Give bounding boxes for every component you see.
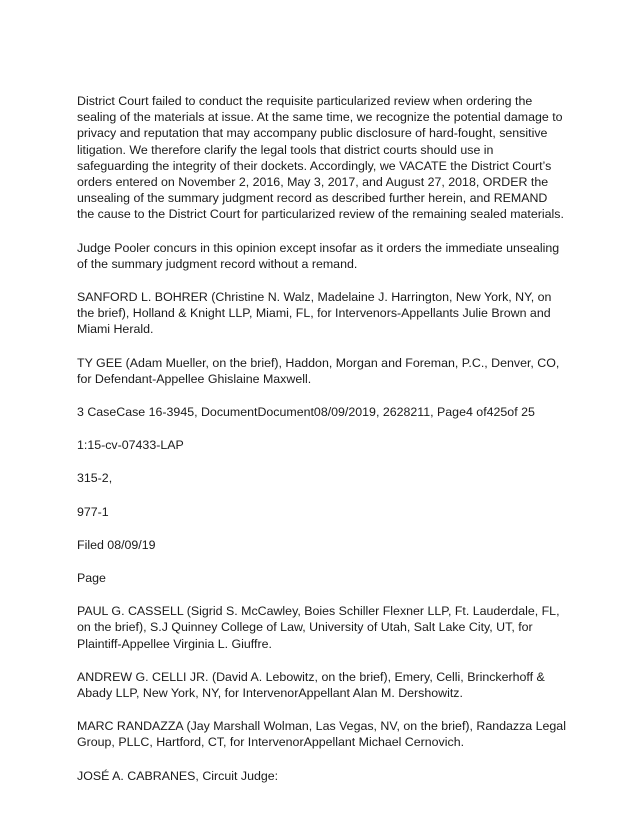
counsel-gee: TY GEE (Adam Mueller, on the brief), Haddon, Morgan and Foreman, P.C., Denver, CO, for Defendant-Appellee Ghislaine Maxwell.: [77, 355, 560, 386]
document-page: [77, 93, 567, 801]
case-header-line: 3 CaseCase 16-3945, DocumentDocument08/09/2019, 2628211, Page4 of425of 25: [77, 405, 535, 420]
counsel-randazza: MARC RANDAZZA (Jay Marshall Wolman, Las Vegas, NV, on the brief), Randazza Legal Group, PLLC, Hartford, CT, for IntervenorAppellant Michael Cernovich.: [77, 719, 566, 750]
counsel-cassell: PAUL G. CASSELL (Sigrid S. McCawley, Boies Schiller Flexner LLP, Ft. Lauderdale, FL, on the brief), S.J Quinney College of Law, University of Utah, Salt Lake City, UT, for Plaintiff-Appellee Virginia L. Giuffre.: [77, 604, 560, 651]
opinion-summary-paragraph: District Court failed to conduct the requisite particularized review when ordering the sealing of the materials at issue. At the same time, we recognize the potential damage to privacy and reputation that may accompany public disclosure of hard-fought, sensitive litigation. We therefore clarify the legal tools that district courts should use in safeguarding the integrity of their dockets. Accordingly, we VACATE the District Court’s orders entered on November 2, 2016, May 3, 2017, and August 27, 2018, ORDER the unsealing of the summary judgment record as described further herein, and REMAND the cause to the District Court for particularized review of the remaining sealed materials.: [77, 94, 564, 222]
page-label: Page: [77, 571, 106, 586]
document-number-2: 977-1: [77, 504, 109, 519]
docket-number: 1:15-cv-07433-LAP: [77, 438, 184, 453]
counsel-celli: ANDREW G. CELLI JR. (David A. Lebowitz, on the brief), Emery, Celli, Brinckerhoff & Abady LLP, New York, NY, for IntervenorAppellant Alan M. Dershowitz.: [77, 669, 545, 701]
document-number-1: 315-2,: [77, 471, 113, 486]
counsel-bohrer: SANFORD L. BOHRER (Christine N. Walz, Madelaine J. Harrington, New York, NY, on the brief), Holland & Knight LLP, Miami, FL, for Intervenors-Appellants Julie Brown and Miami Herald.: [77, 290, 552, 337]
filed-date: Filed 08/09/19: [77, 537, 156, 552]
concurrence-note: Judge Pooler concurs in this opinion except insofar as it orders the immediate unsealing of the summary judgment record without a remand.: [77, 240, 560, 271]
judge-byline: JOSÉ A. CABRANES, Circuit Judge:: [77, 768, 279, 783]
